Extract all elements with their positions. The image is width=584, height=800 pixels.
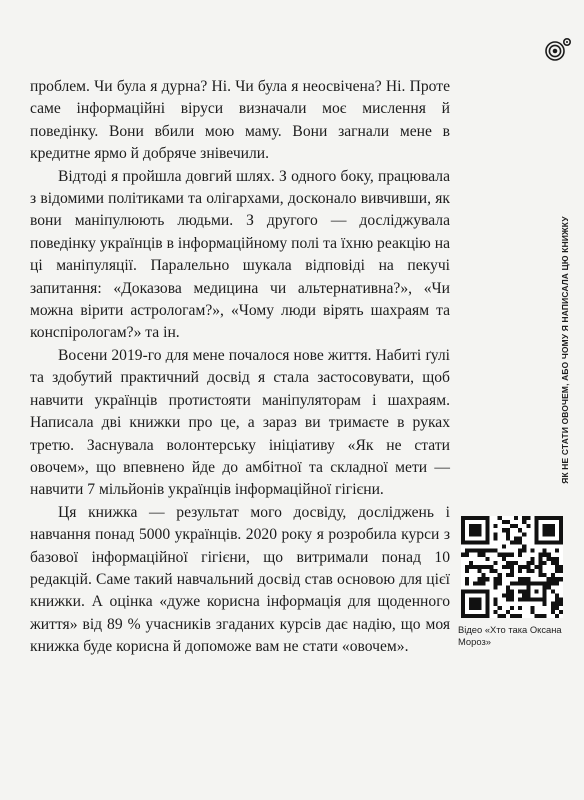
paragraph: Ця книжка — результат мого досвіду, досліджень і навчання понад 5000 українців. 2020 року я розробила курси з базової інформаційної гігієни, що витримали понад 10 редакцій. Саме такий навчальний досвід став основою для цієї книжки. А оцінка «дуже корисна інформація для щоденного життя» від 89 % учасників згаданих курсів дає надію, що моя книжка буде корисна й допоможе вам не стати «овочем». bbox=[30, 503, 450, 656]
paragraph: Восени 2019-го для мене почалося нове життя. Набиті ґулі та здобутий практичний досвід я стала застосовувати, щоб навчити українців протистояти маніпуляторам і шахраям. Написала дві книжки про це, а зараз ви тримаєте в руках третю. Заснувала волонтерську ініціативу «Як не стати овочем», що впевнено йде до амбітної та складної мети — навчити 7 мільйонів українців інформаційної гігієни. bbox=[30, 346, 450, 499]
paragraph: Відтоді я пройшла довгий шлях. З одного боку, працювала з відомими політиками та олігархами, досконало вивчивши, як вони маніпулюють людьми. З другого — досліджувала поведінку українців в інформаційному полі та їхню реакцію на ці маніпуляції. Паралельно шукала відповіді на пекучі запитання: «Доказова медицина чи альтернативна?», «Чи можна вірити астрологам?», «Чому люди вірять шахраям та конспірологам?» та ін. bbox=[30, 167, 450, 342]
running-head: ЯК НЕ СТАТИ ОВОЧЕМ, АБО ЧОМУ Я НАПИСАЛА ЦЮ КНИЖКУ bbox=[560, 216, 570, 484]
qr-code-icon[interactable] bbox=[461, 516, 563, 618]
target-gear-icon bbox=[544, 36, 574, 62]
qr-caption: Відео «Хто така Оксана Мороз» bbox=[458, 624, 562, 647]
body-text bbox=[30, 76, 450, 659]
paragraph: проблем. Чи була я дурна? Ні. Чи була я неосвічена? Ні. Проте саме інформаційні віруси визначали моє мислення й поведінку. Вони вбили мою маму. Вони загнали мене в кредитне ярмо й добряче знівечили. bbox=[30, 78, 450, 163]
